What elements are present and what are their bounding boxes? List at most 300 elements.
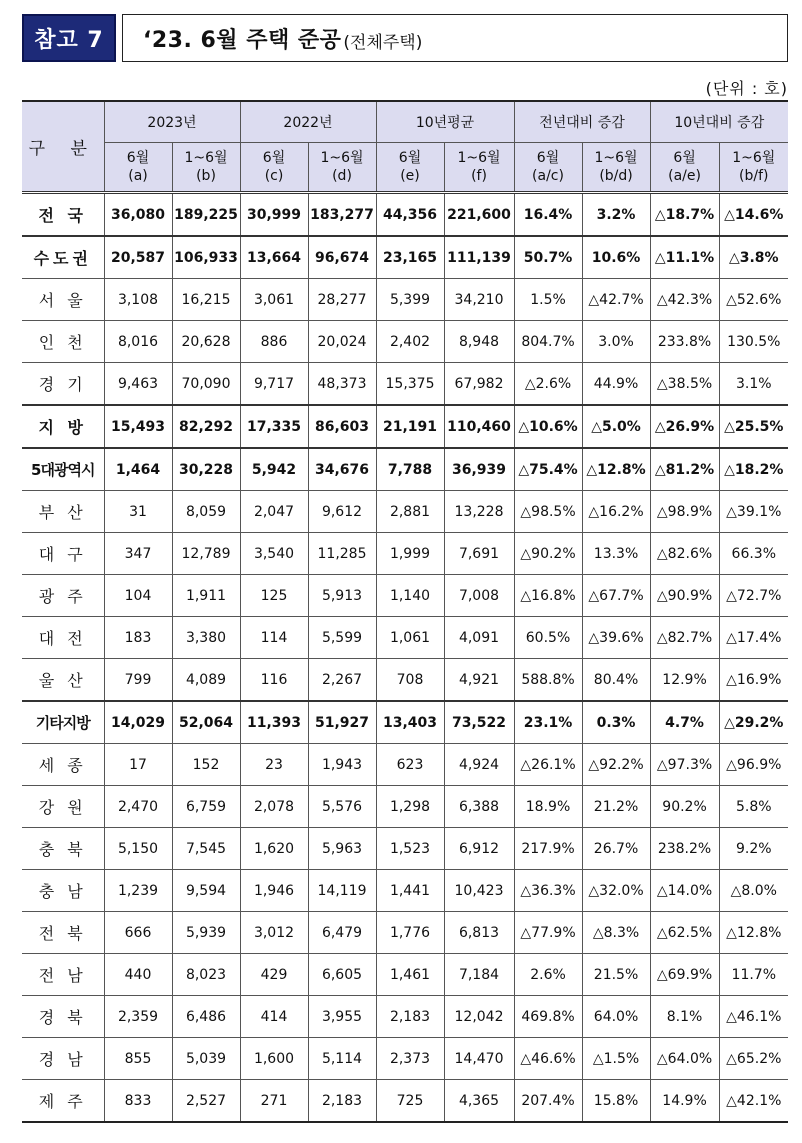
subheader-cell <box>582 143 650 193</box>
table-cell: △42.3% <box>650 279 719 321</box>
table-row <box>22 701 788 744</box>
row-label: 강 원 <box>22 786 104 828</box>
table-cell: 1,776 <box>376 912 444 954</box>
table-cell: 8,023 <box>172 954 240 996</box>
table-cell: 12,042 <box>444 996 514 1038</box>
table-cell: 17,335 <box>240 405 308 448</box>
table-cell: △98.5% <box>514 491 582 533</box>
table-cell: 238.2% <box>650 828 719 870</box>
table-cell: 708 <box>376 659 444 702</box>
subheader-code: (b) <box>196 168 216 184</box>
header-group-10yr-avg: 10년평균 <box>376 101 514 143</box>
table-cell: 5,399 <box>376 279 444 321</box>
table-cell: △72.7% <box>719 575 788 617</box>
table-cell: 3,108 <box>104 279 172 321</box>
table-cell: 30,999 <box>240 193 308 237</box>
table-row <box>22 617 788 659</box>
table-cell: 10,423 <box>444 870 514 912</box>
table-cell: 4,921 <box>444 659 514 702</box>
subheader-period: 1~6월 <box>594 150 638 166</box>
subheader-period: 6월 <box>673 150 696 166</box>
subheader-code: (d) <box>332 168 352 184</box>
table-row <box>22 954 788 996</box>
table-row <box>22 533 788 575</box>
table-cell: 6,479 <box>308 912 376 954</box>
table-cell: 36,080 <box>104 193 172 237</box>
table-cell: 207.4% <box>514 1080 582 1123</box>
table-cell: 833 <box>104 1080 172 1123</box>
table-cell: 6,759 <box>172 786 240 828</box>
table-cell: △1.5% <box>582 1038 650 1080</box>
table-cell: 4,365 <box>444 1080 514 1123</box>
subheader-cell <box>719 143 788 193</box>
table-cell: 1,461 <box>376 954 444 996</box>
table-cell: 7,691 <box>444 533 514 575</box>
table-cell: 2,881 <box>376 491 444 533</box>
table-cell: 16.4% <box>514 193 582 237</box>
table-cell: △32.0% <box>582 870 650 912</box>
table-row <box>22 659 788 702</box>
table-cell: 31 <box>104 491 172 533</box>
table-row <box>22 279 788 321</box>
table-cell: 2,183 <box>308 1080 376 1123</box>
subheader-period: 6월 <box>262 150 286 166</box>
row-label: 인 천 <box>22 321 104 363</box>
table-cell: 12.9% <box>650 659 719 702</box>
table-cell: 7,008 <box>444 575 514 617</box>
table-cell: △82.7% <box>650 617 719 659</box>
table-row <box>22 828 788 870</box>
subheader-cell <box>104 143 172 193</box>
table-cell: △11.1% <box>650 236 719 279</box>
table-cell: △39.1% <box>719 491 788 533</box>
table-cell: △97.3% <box>650 744 719 786</box>
table-cell: 90.2% <box>650 786 719 828</box>
table-cell: 152 <box>172 744 240 786</box>
table-cell: 104 <box>104 575 172 617</box>
table-cell: 34,210 <box>444 279 514 321</box>
table-cell: △12.8% <box>719 912 788 954</box>
table-cell: 2,183 <box>376 996 444 1038</box>
table-cell: 6,388 <box>444 786 514 828</box>
table-cell: 5.8% <box>719 786 788 828</box>
table-cell: 1,239 <box>104 870 172 912</box>
row-label: 전 국 <box>22 193 104 237</box>
table-cell: 14.9% <box>650 1080 719 1123</box>
table-cell: 6,605 <box>308 954 376 996</box>
table-cell: 13,664 <box>240 236 308 279</box>
table-cell: 66.3% <box>719 533 788 575</box>
table-cell: 799 <box>104 659 172 702</box>
table-cell: 8.1% <box>650 996 719 1038</box>
table-cell: △92.2% <box>582 744 650 786</box>
table-cell: △26.1% <box>514 744 582 786</box>
table-cell: △98.9% <box>650 491 719 533</box>
table-cell: 5,114 <box>308 1038 376 1080</box>
table-cell: △14.6% <box>719 193 788 237</box>
table-cell: 5,939 <box>172 912 240 954</box>
table-cell: 14,119 <box>308 870 376 912</box>
table-cell: 347 <box>104 533 172 575</box>
row-label: 대 전 <box>22 617 104 659</box>
table-row <box>22 193 788 237</box>
row-label: 경 북 <box>22 996 104 1038</box>
table-cell: 623 <box>376 744 444 786</box>
table-cell: 2,359 <box>104 996 172 1038</box>
table-cell: 28,277 <box>308 279 376 321</box>
table-cell: 1,600 <box>240 1038 308 1080</box>
table-cell: 4,091 <box>444 617 514 659</box>
subheader-period: 1~6월 <box>320 150 364 166</box>
subheader-cell <box>172 143 240 193</box>
table-cell: △90.9% <box>650 575 719 617</box>
subheader-cell <box>308 143 376 193</box>
table-cell: △67.7% <box>582 575 650 617</box>
table-cell: 0.3% <box>582 701 650 744</box>
table-cell: △2.6% <box>514 363 582 406</box>
table-cell: △8.0% <box>719 870 788 912</box>
table-cell: 18.9% <box>514 786 582 828</box>
table-cell: 3,540 <box>240 533 308 575</box>
table-cell: △16.8% <box>514 575 582 617</box>
table-cell: 1,620 <box>240 828 308 870</box>
table-cell: 82,292 <box>172 405 240 448</box>
table-cell: △82.6% <box>650 533 719 575</box>
table-cell: 6,813 <box>444 912 514 954</box>
table-cell: 183,277 <box>308 193 376 237</box>
table-row <box>22 744 788 786</box>
table-cell: 50.7% <box>514 236 582 279</box>
row-label: 대 구 <box>22 533 104 575</box>
table-cell: 2,373 <box>376 1038 444 1080</box>
table-cell: 9,594 <box>172 870 240 912</box>
subheader-period: 6월 <box>398 150 422 166</box>
subheader-cell <box>376 143 444 193</box>
table-cell: △29.2% <box>719 701 788 744</box>
table-cell: 23 <box>240 744 308 786</box>
table-cell: 7,184 <box>444 954 514 996</box>
table-cell: 52,064 <box>172 701 240 744</box>
table-cell: 51,927 <box>308 701 376 744</box>
table-row <box>22 786 788 828</box>
table-cell: 1,140 <box>376 575 444 617</box>
table-cell: 7,788 <box>376 448 444 491</box>
table-cell: 2,527 <box>172 1080 240 1123</box>
subheader-code: (c) <box>264 168 284 184</box>
table-cell: 4,924 <box>444 744 514 786</box>
table-cell: △62.5% <box>650 912 719 954</box>
table-cell: 17 <box>104 744 172 786</box>
table-cell: △96.9% <box>719 744 788 786</box>
table-cell: 16,215 <box>172 279 240 321</box>
subheader-code: (b/d) <box>599 168 633 184</box>
table-cell: 13,403 <box>376 701 444 744</box>
table-cell: 60.5% <box>514 617 582 659</box>
table-cell: △36.3% <box>514 870 582 912</box>
table-cell: 886 <box>240 321 308 363</box>
table-cell: △8.3% <box>582 912 650 954</box>
page-title: ‘23. 6월 주택 준공 <box>143 27 342 53</box>
table-cell: 3,012 <box>240 912 308 954</box>
title-box <box>122 14 788 62</box>
table-cell: 23,165 <box>376 236 444 279</box>
table-cell: 44.9% <box>582 363 650 406</box>
table-cell: 125 <box>240 575 308 617</box>
table-cell: 23.1% <box>514 701 582 744</box>
table-cell: 21.2% <box>582 786 650 828</box>
row-label: 제 주 <box>22 1080 104 1123</box>
table-cell: 5,576 <box>308 786 376 828</box>
housing-completion-table <box>22 100 788 1123</box>
subheader-cell <box>240 143 308 193</box>
table-cell: △42.1% <box>719 1080 788 1123</box>
table-cell: 6,486 <box>172 996 240 1038</box>
table-cell: 48,373 <box>308 363 376 406</box>
table-row <box>22 912 788 954</box>
row-label: 기타지방 <box>22 701 104 744</box>
row-label: 수도권 <box>22 236 104 279</box>
table-cell: △16.2% <box>582 491 650 533</box>
table-cell: 1,061 <box>376 617 444 659</box>
table-cell: 44,356 <box>376 193 444 237</box>
header-group-2022: 2022년 <box>240 101 376 143</box>
table-cell: 221,600 <box>444 193 514 237</box>
table-cell: 30,228 <box>172 448 240 491</box>
table-cell: △26.9% <box>650 405 719 448</box>
table-cell: 14,029 <box>104 701 172 744</box>
table-cell: 2,047 <box>240 491 308 533</box>
table-cell: 5,599 <box>308 617 376 659</box>
table-cell: 3.2% <box>582 193 650 237</box>
table-cell: △81.2% <box>650 448 719 491</box>
table-cell: 588.8% <box>514 659 582 702</box>
table-cell: 80.4% <box>582 659 650 702</box>
table-cell: △5.0% <box>582 405 650 448</box>
row-label: 경 남 <box>22 1038 104 1080</box>
row-label: 서 울 <box>22 279 104 321</box>
table-cell: 9,612 <box>308 491 376 533</box>
table-cell: △25.5% <box>719 405 788 448</box>
table-cell: 9,463 <box>104 363 172 406</box>
table-cell: 1,911 <box>172 575 240 617</box>
subheader-code: (e) <box>400 168 420 184</box>
reference-badge: 참고 7 <box>22 14 116 62</box>
subheader-period: 1~6월 <box>457 150 501 166</box>
subheader-code: (a/e) <box>668 168 701 184</box>
table-cell: 1,298 <box>376 786 444 828</box>
header-group-yoy-change: 전년대비 증감 <box>514 101 650 143</box>
subheader-row <box>22 143 788 193</box>
subheader-period: 1~6월 <box>184 150 228 166</box>
row-label: 5대광역시 <box>22 448 104 491</box>
row-label: 충 북 <box>22 828 104 870</box>
table-cell: 8,016 <box>104 321 172 363</box>
table-cell: 3,061 <box>240 279 308 321</box>
header-group-2023: 2023년 <box>104 101 240 143</box>
subheader-period: 1~6월 <box>732 150 776 166</box>
table-cell: 2,078 <box>240 786 308 828</box>
table-cell: 2,402 <box>376 321 444 363</box>
table-header <box>22 101 788 193</box>
table-cell: 9.2% <box>719 828 788 870</box>
table-cell: 96,674 <box>308 236 376 279</box>
table-cell: △52.6% <box>719 279 788 321</box>
table-cell: 3.0% <box>582 321 650 363</box>
table-cell: 86,603 <box>308 405 376 448</box>
row-label: 전 남 <box>22 954 104 996</box>
table-cell: 26.7% <box>582 828 650 870</box>
table-cell: 429 <box>240 954 308 996</box>
table-cell: △42.7% <box>582 279 650 321</box>
subheader-cell <box>444 143 514 193</box>
table-cell: △69.9% <box>650 954 719 996</box>
row-label: 부 산 <box>22 491 104 533</box>
table-cell: △65.2% <box>719 1038 788 1080</box>
table-cell: 4.7% <box>650 701 719 744</box>
table-cell: 1,464 <box>104 448 172 491</box>
table-cell: 2.6% <box>514 954 582 996</box>
subheader-code: (a/c) <box>532 168 564 184</box>
table-row <box>22 321 788 363</box>
table-row <box>22 870 788 912</box>
table-body <box>22 193 788 1123</box>
table-cell: 10.6% <box>582 236 650 279</box>
table-cell: △39.6% <box>582 617 650 659</box>
table-cell: 67,982 <box>444 363 514 406</box>
table-cell: △12.8% <box>582 448 650 491</box>
table-cell: 1,523 <box>376 828 444 870</box>
subheader-period: 6월 <box>536 150 560 166</box>
table-cell: 3,955 <box>308 996 376 1038</box>
table-row <box>22 575 788 617</box>
table-cell: △46.6% <box>514 1038 582 1080</box>
table-cell: 20,024 <box>308 321 376 363</box>
table-cell: 469.8% <box>514 996 582 1038</box>
row-label: 광 주 <box>22 575 104 617</box>
table-cell: 11.7% <box>719 954 788 996</box>
table-cell: 130.5% <box>719 321 788 363</box>
table-row <box>22 448 788 491</box>
table-cell: 73,522 <box>444 701 514 744</box>
unit-note: (단위 : 호) <box>705 79 788 98</box>
table-cell: 7,545 <box>172 828 240 870</box>
row-label: 경 기 <box>22 363 104 406</box>
table-row <box>22 236 788 279</box>
table-cell: 271 <box>240 1080 308 1123</box>
subheader-period: 6월 <box>126 150 150 166</box>
table-cell: 11,285 <box>308 533 376 575</box>
table-cell: 21,191 <box>376 405 444 448</box>
table-cell: 13,228 <box>444 491 514 533</box>
table-cell: 116 <box>240 659 308 702</box>
table-cell: 1,441 <box>376 870 444 912</box>
row-label: 울 산 <box>22 659 104 702</box>
table-cell: 440 <box>104 954 172 996</box>
table-cell: △64.0% <box>650 1038 719 1080</box>
page-subtitle: (전체주택) <box>343 32 423 53</box>
table-cell: △75.4% <box>514 448 582 491</box>
table-cell: 189,225 <box>172 193 240 237</box>
header-category: 구 분 <box>22 101 104 193</box>
table-row <box>22 996 788 1038</box>
row-label: 지 방 <box>22 405 104 448</box>
table-cell: 110,460 <box>444 405 514 448</box>
table-cell: 8,948 <box>444 321 514 363</box>
table-cell: 11,393 <box>240 701 308 744</box>
table-cell: 5,150 <box>104 828 172 870</box>
table-cell: 111,139 <box>444 236 514 279</box>
table-row <box>22 363 788 406</box>
table-cell: 34,676 <box>308 448 376 491</box>
table-cell: △18.2% <box>719 448 788 491</box>
table-cell: △17.4% <box>719 617 788 659</box>
subheader-code: (b/f) <box>739 168 769 184</box>
table-cell: △18.7% <box>650 193 719 237</box>
table-cell: 106,933 <box>172 236 240 279</box>
row-label: 전 북 <box>22 912 104 954</box>
table-cell: 6,912 <box>444 828 514 870</box>
table-row <box>22 1080 788 1123</box>
table-cell: 5,942 <box>240 448 308 491</box>
table-cell: 14,470 <box>444 1038 514 1080</box>
subheader-cell <box>514 143 582 193</box>
table-cell: 5,039 <box>172 1038 240 1080</box>
table-cell: 15.8% <box>582 1080 650 1123</box>
table-cell: 1,946 <box>240 870 308 912</box>
table-cell: 13.3% <box>582 533 650 575</box>
table-cell: 414 <box>240 996 308 1038</box>
table-cell: 8,059 <box>172 491 240 533</box>
table-cell: △38.5% <box>650 363 719 406</box>
table-cell: 15,375 <box>376 363 444 406</box>
table-cell: 2,470 <box>104 786 172 828</box>
header-group-10yr-change: 10년대비 증감 <box>650 101 788 143</box>
table-cell: 1,943 <box>308 744 376 786</box>
table-row <box>22 1038 788 1080</box>
table-cell: 233.8% <box>650 321 719 363</box>
table-cell: 804.7% <box>514 321 582 363</box>
table-cell: 1,999 <box>376 533 444 575</box>
table-row <box>22 405 788 448</box>
table-cell: 12,789 <box>172 533 240 575</box>
table-cell: 114 <box>240 617 308 659</box>
table-cell: 5,913 <box>308 575 376 617</box>
table-cell: △3.8% <box>719 236 788 279</box>
table-row <box>22 491 788 533</box>
page-header <box>22 14 790 66</box>
table-cell: 855 <box>104 1038 172 1080</box>
table-cell: 9,717 <box>240 363 308 406</box>
row-label: 세 종 <box>22 744 104 786</box>
table-cell: 21.5% <box>582 954 650 996</box>
table-cell: 20,587 <box>104 236 172 279</box>
table-cell: △77.9% <box>514 912 582 954</box>
table-cell: △10.6% <box>514 405 582 448</box>
subheader-code: (a) <box>128 168 148 184</box>
table-cell: 20,628 <box>172 321 240 363</box>
table-cell: 5,963 <box>308 828 376 870</box>
table-cell: 3,380 <box>172 617 240 659</box>
table-cell: 183 <box>104 617 172 659</box>
table-cell: △16.9% <box>719 659 788 702</box>
subheader-code: (f) <box>471 168 487 184</box>
table-cell: △90.2% <box>514 533 582 575</box>
table-cell: 4,089 <box>172 659 240 702</box>
table-cell: 217.9% <box>514 828 582 870</box>
table-cell: 64.0% <box>582 996 650 1038</box>
table-cell: △14.0% <box>650 870 719 912</box>
table-cell: 15,493 <box>104 405 172 448</box>
